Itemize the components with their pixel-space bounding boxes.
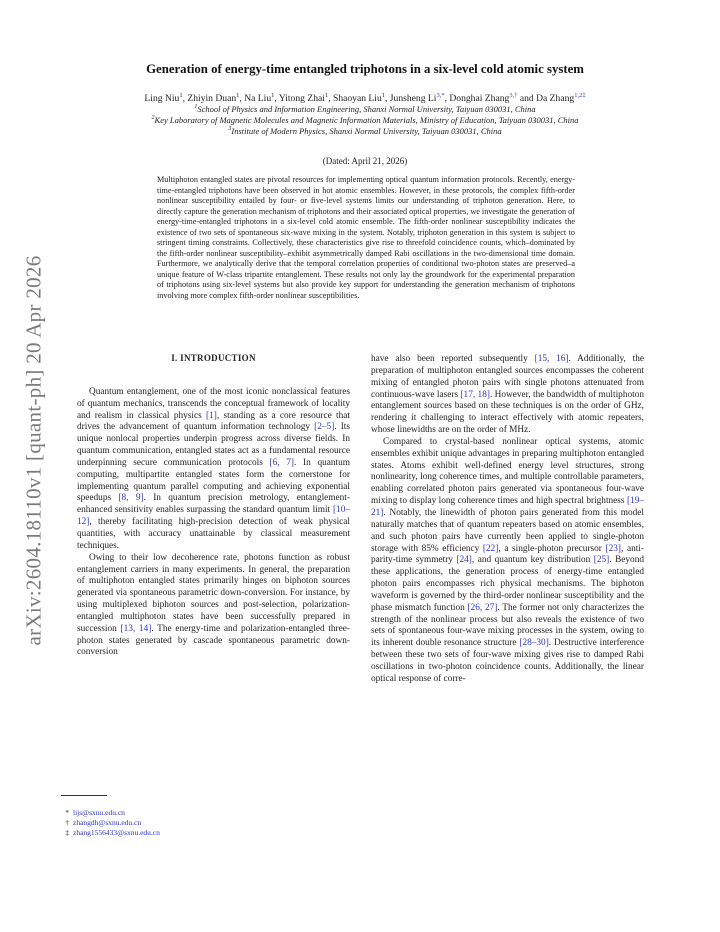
affiliation-2: $^2$Key Laboratory of Magnetic Molecules and Magnetic Information Materials, Ministry of Education, Taiyuan 030031, China xyxy=(151,114,579,125)
author-affil-mark: 1 xyxy=(236,92,240,99)
citation-link[interactable]: [23] xyxy=(605,543,622,554)
footnote-mark: * xyxy=(65,808,69,817)
citation-link[interactable]: [1] xyxy=(206,410,217,421)
citation-link[interactable]: [2–5] xyxy=(314,422,335,433)
author-name: Da Zhang xyxy=(536,93,575,105)
section-heading: I. INTRODUCTION xyxy=(171,353,256,363)
right-column xyxy=(371,354,644,686)
citation-link[interactable]: [28–30] xyxy=(519,638,549,649)
author-name: Na Liu xyxy=(244,93,272,105)
citation-link[interactable]: [25] xyxy=(593,555,610,566)
footnote-rule xyxy=(61,795,107,796)
citation-link[interactable]: [6, 7] xyxy=(269,457,294,468)
author-name: Zhiyin Duan xyxy=(187,93,237,105)
footnote-mark: † xyxy=(65,818,69,827)
paragraph: Compared to crystal-based nonlinear optical systems, atomic ensembles exhibit unique advantages in preparing multiphoton entangled states. Atoms exhibit well-defined energy level structures, strong nonlinearity, long coherence times, and multiple controllable parameters, enabling correlated photon pairs generated via spontaneous four-wave mixing to display long coherence times and high spectral brightness [19–21]. Notably, the linewidth of photon pairs generated from this model naturally matches that of quantum repeaters based on atomic ensembles, and such photon pairs have currently been applied to single-photon storage with 85% efficiency [22], a single-photon precursor [23], anti-parity-time symmetry [24], and quantum key distribution [25]. Beyond these applications, the generation process of energy-time entangled photon pairs encompasses rich physical mechanisms. The biphoton waveform is governed by the third-order nonlinear susceptibility and the phase mismatch function [26, 27]. The former not only characterizes the strength of the nonlinear process but also reveals the existence of two sets of spontaneous four-wave mixing processes in the system, owing to its inherent double resonance structure [28–30]. Destructive interference between these two sets of four-wave mixing gives rise to damped Rabi oscillations in two-photon coincidence counts. Additionally, the linear optical response of corre- xyxy=(371,436,645,684)
author-affil-mark: 1 xyxy=(381,92,385,99)
author-affil-mark: 3,* xyxy=(436,92,445,99)
citation-link[interactable]: [15, 16] xyxy=(534,354,569,364)
footnote-email-link[interactable]: zhangdh@sxnu.edu.cn xyxy=(73,818,142,827)
citation-link[interactable]: [26, 27] xyxy=(467,602,498,613)
author-name: Junsheng Li xyxy=(389,93,437,105)
abstract-text: Multiphoton entangled states are pivotal resources for implementing optical quantum information protocols. Recently, energy-time-entangled triphotons have been observed in hot atomic ensembles. However, in these protocols, the complex fifth-order nonlinear susceptibility entailed by four- or five-level systems limits our understanding of triphoton generation. Here, to directly capture the generation mechanism of triphotons and their associated optical properties, we investigate the generation of energy-time-entangled triphotons in a six-level cold atomic ensemble. The fifth-order nonlinear susceptibility indicates the existence of two sets of spontaneous six-wave mixing in the system. Notably, triphoton generation in this system is subject to stringent timing constraints. Collectively, these characteristics give rise to threefold coincidence counts, which–dominated by the fifth-order nonlinear susceptibility–exhibit asymmetrically damped Rabi oscillations in the two-dimensional time domain. Furthermore, we analytically derive that the temporal correlation properties of conditional two-photon states are preserved–a unique feature of W-class tripartite entanglement. These results not only lay the groundwork for the experimental preparation of triphotons using six-level systems but also provide key support for understanding the generation mechanism of triphotons involving more complex fifth-order nonlinear susceptibilities. xyxy=(157,175,575,301)
left-column xyxy=(77,353,350,659)
arxiv-side-stamp xyxy=(14,240,54,660)
author-affil-mark: 1,2‡ xyxy=(574,92,586,99)
footnote-email-link[interactable]: zhang1556433@sxnu.edu.cn xyxy=(73,828,160,837)
paragraph: Owing to their low decoherence rate, photons function as robust entanglement carriers in many experiments. In general, the preparation of multiphoton entangled states primarily hinges on biphoton sources generated via spontaneous parametric down-conversion. For instance, by using multiplexed biphoton sources and post-selection, polarization-entangled multiphoton states have been successfully prepared in succession [13, 14]. The energy-time and polarization-entangled three-photon states generated by cascade spontaneous parametric down-conversion xyxy=(77,552,350,658)
paragraph: Quantum entanglement, one of the most iconic nonclassical features of quantum mechanics, transcends the conceptual framework of locality and realism in classical physics [1], standing as a core resource that drives the advancement of quantum information technology [2–5]. Its unique nonlocal properties underpin progress across diverse fields. In quantum communication, entangled states act as a fundamental resource underpinning secure communication protocols [6, 7]. In quantum computing, multipartite entangled states form the cornerstone for implementing quantum parallel computing and achieving exponential speedups [8, 9]. In quantum precision metrology, entanglement-enhanced sensitivity enables surpassing the standard quantum limit [10–12], thereby facilitating high-precision detection of weak physical quantities, with accuracy unattainable by classical measurement techniques. xyxy=(77,386,350,551)
footnote xyxy=(61,828,341,838)
arxiv-id: arXiv:2604.18110v1 [quant-ph] 20 Apr 2026 xyxy=(21,254,46,646)
footnote xyxy=(61,808,341,818)
footnote-mark: ‡ xyxy=(65,828,69,837)
footnote xyxy=(61,818,341,828)
citation-link[interactable]: [17, 18] xyxy=(460,389,490,400)
author-affil-mark: 1 xyxy=(324,92,329,99)
citation-link[interactable]: [8, 9] xyxy=(118,493,144,504)
citation-link[interactable]: [24] xyxy=(456,555,472,566)
footnote-email-link[interactable]: lijs@sxnu.edu.cn xyxy=(73,808,125,817)
affiliation-1: $^1$School of Physics and Information Engineering, Shanxi Normal University, Taiyuan 030031, China xyxy=(194,103,536,114)
author-name: Shaoyan Liu xyxy=(332,93,382,105)
paper-title: Generation of energy-time entangled triphotons in a six-level cold atomic system xyxy=(146,62,584,76)
affiliation-3: $^3$Institute of Modern Physics, Shanxi Normal University, Taiyuan 030031, China xyxy=(228,125,502,136)
paragraph: have also been reported subsequently [15, 16]. Additionally, the preparation of multiphoton entangled sources encompasses the coherent mixing of entangled photon pairs with single photons attenuated from continuous-wave lasers [17, 18]. However, the bandwidth of multiphoton entanglement sources based on these techniques is on the order of GHz, rendering it challenging to interact effectively with atomic repeaters, whose linewidths are on the order of MHz. xyxy=(371,354,645,436)
citation-link[interactable]: [10–12] xyxy=(77,505,350,528)
dated-line: (Dated: April 21, 2026) xyxy=(322,156,408,166)
citation-link[interactable]: [22] xyxy=(482,543,499,554)
footnotes xyxy=(61,808,341,838)
citation-link[interactable]: [13, 14] xyxy=(120,623,152,634)
author-name: Donghai Zhang xyxy=(449,93,510,105)
author-affil-mark: 1 xyxy=(271,92,275,99)
author-affil-mark: 3,† xyxy=(509,92,518,99)
author-list: Ling Niu$^1$, Zhiyin Duan$^1$, Na Liu$^1$, Yitong Zhai$^1$, Shaoyan Liu$^1$, Junsheng $Li^{3,*}$, Donghai Zhang$^{3,\dagger}$ and Da Zhang$^{1,2\ddagger}$ xyxy=(144,92,586,105)
author-name: Ling Niu xyxy=(144,93,180,105)
author-name: Yitong Zhai xyxy=(278,93,325,105)
abstract xyxy=(157,175,575,302)
author-affil-mark: 1 xyxy=(179,92,183,99)
citation-link[interactable]: [19–21] xyxy=(371,496,644,518)
